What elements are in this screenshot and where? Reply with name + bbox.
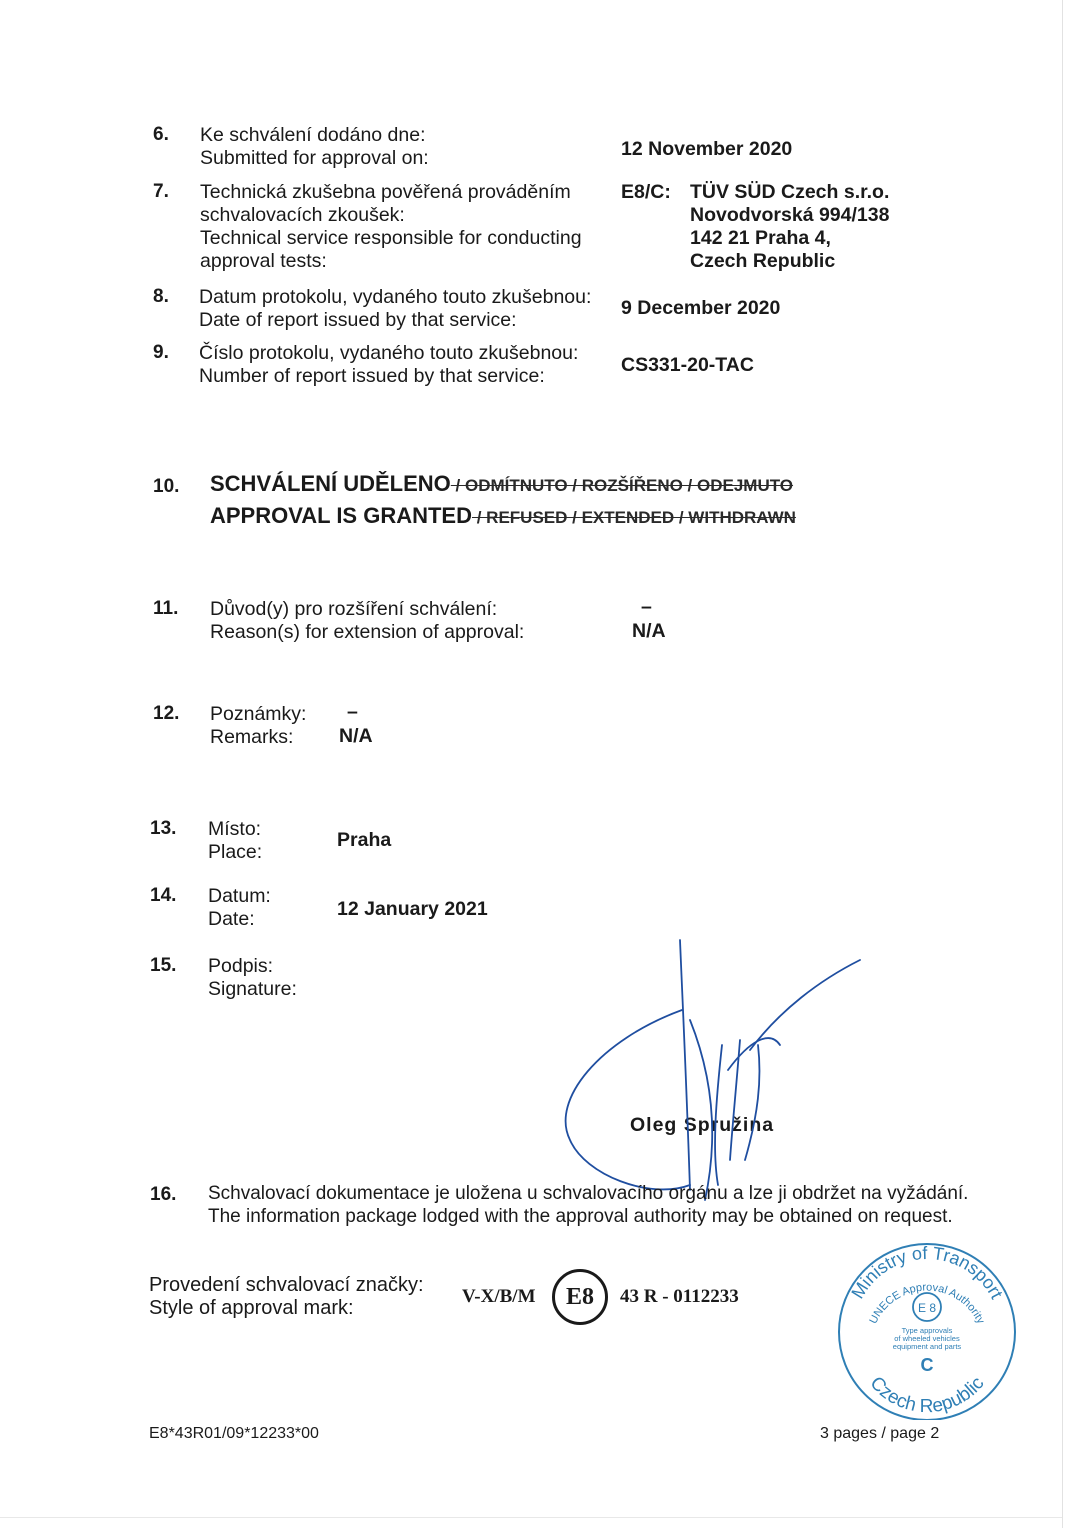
value-dash: – [347,701,358,723]
item-label [210,703,306,749]
decision-granted-cs: SCHVÁLENÍ UDĚLENO [210,471,451,496]
label-english: Signature: [208,978,297,1000]
approval-mark-label [149,1274,424,1320]
signature-stroke [566,1010,690,1189]
signature-stroke [745,1045,759,1160]
label-czech: Provedení schvalovací značky: [149,1274,424,1296]
address-line: Novodvorská 994/138 [690,204,890,226]
label-line: approval tests: [200,250,327,272]
item-value: N/A [632,620,666,642]
item-value: CS331-20-TAC [621,354,754,376]
signature-stroke [680,940,690,1190]
label-english: Style of approval mark: [149,1297,354,1319]
item-text [208,1182,968,1228]
approval-mark-circle-text: E8 [565,1283,594,1310]
stamp-small-line: of wheeled vehicles [894,1334,960,1343]
label-english: Reason(s) for extension of approval: [210,621,525,643]
stamp-small-line: Type approvals [901,1326,953,1335]
approval-mark-suffix: 43 R - 0112233 [620,1286,739,1307]
signature-stroke [690,1020,712,1200]
label-line: Technická zkušebna pověřená prováděním [200,181,571,203]
item-label [210,598,524,644]
label-czech: Ke schválení dodáno dne: [200,124,426,146]
item-label [200,181,582,273]
label-english: Submitted for approval on: [200,147,429,169]
label-czech: Datum: [208,885,271,907]
item-label [208,818,262,864]
decision-struck-en: / REFUSED / EXTENDED / WITHDRAWN [472,508,796,527]
item-number: 12. [153,703,180,724]
stamp-inner-text: UNECE Approval Authority [867,1281,987,1326]
decision-english [210,503,796,529]
stamp-letter: C [920,1355,934,1375]
label-line: Technical service responsible for conducting [200,227,582,249]
label-english: Date of report issued by that service: [199,309,517,331]
item-value: 9 December 2020 [621,297,781,319]
label-english: Remarks: [210,726,294,748]
label-english: Number of report issued by that service: [199,365,545,387]
label-english: Place: [208,841,263,863]
item-value: N/A [339,725,373,747]
decision-struck-cs: / ODMÍTNUTO / ROZŠÍŘENO / ODEJMUTO [450,476,794,495]
label-czech: Datum protokolu, vydaného touto zkušebnou: [199,286,592,308]
item-label [200,124,429,170]
item-label [199,286,591,332]
text-english: The information package lodged with the approval authority may be obtained on request. [208,1206,953,1227]
item-value: Praha [337,829,392,851]
footer-approval-number: E8*43R01/09*12233*00 [149,1425,319,1442]
value-dash: – [641,596,652,618]
footer-page-info: 3 pages / page 2 [820,1425,940,1442]
signature-stroke [715,1045,722,1185]
item-value: 12 November 2020 [621,138,793,160]
handwritten-signature [540,930,880,1210]
official-stamp [832,1240,1022,1420]
item-number: 16. [150,1184,177,1205]
item-label [208,885,271,931]
service-address [690,181,889,273]
page-edge-right [1062,0,1063,1528]
address-line: Czech Republic [690,250,836,272]
item-number: 7. [153,181,169,202]
label-line: schvalovacích zkoušek: [200,204,405,226]
stamp-small-line: equipment and parts [892,1342,962,1351]
label-czech: Číslo protokolu, vydaného touto zkušebnou: [199,342,579,364]
item-number: 13. [150,818,177,839]
label-czech: Podpis: [208,955,274,977]
label-english: Date: [208,908,255,930]
label-czech: Místo: [208,818,262,840]
item-value: 12 January 2021 [337,898,488,920]
page-edge-bottom [0,1517,1062,1518]
item-label [199,342,578,388]
decision-granted-en: APPROVAL IS GRANTED [210,503,472,528]
stamp-top-text: Ministry of Transport [847,1242,1007,1303]
signature-stroke [750,960,860,1050]
address-line: 142 21 Praha 4, [690,227,831,249]
item-number: 9. [153,342,169,363]
stamp-bottom-text: Czech Republic [865,1372,989,1418]
item-number: 8. [153,286,169,307]
label-czech: Důvod(y) pro rozšíření schválení: [210,598,498,620]
item-number: 10. [153,476,180,497]
item-label [208,955,297,1001]
signer-name: Oleg Spružina [630,1114,775,1136]
approval-mark-circle [552,1269,608,1325]
item-number: 6. [153,124,169,145]
item-number: 14. [150,885,177,906]
approval-mark-prefix: V-X/B/M [462,1286,536,1307]
signature-stroke [728,1038,780,1070]
stamp-emblem-text: E 8 [917,1301,937,1315]
text-czech: Schvalovací dokumentace je uložena u schvalovacího orgánu a lze ji obdržet na vyžádání. [208,1183,969,1204]
decision-czech [210,471,793,497]
item-number: 15. [150,955,177,976]
item-number: 11. [153,598,179,619]
address-line: TÜV SÜD Czech s.r.o. [690,181,890,203]
label-czech: Poznámky: [210,703,307,725]
service-prefix: E8/C: [621,181,671,203]
